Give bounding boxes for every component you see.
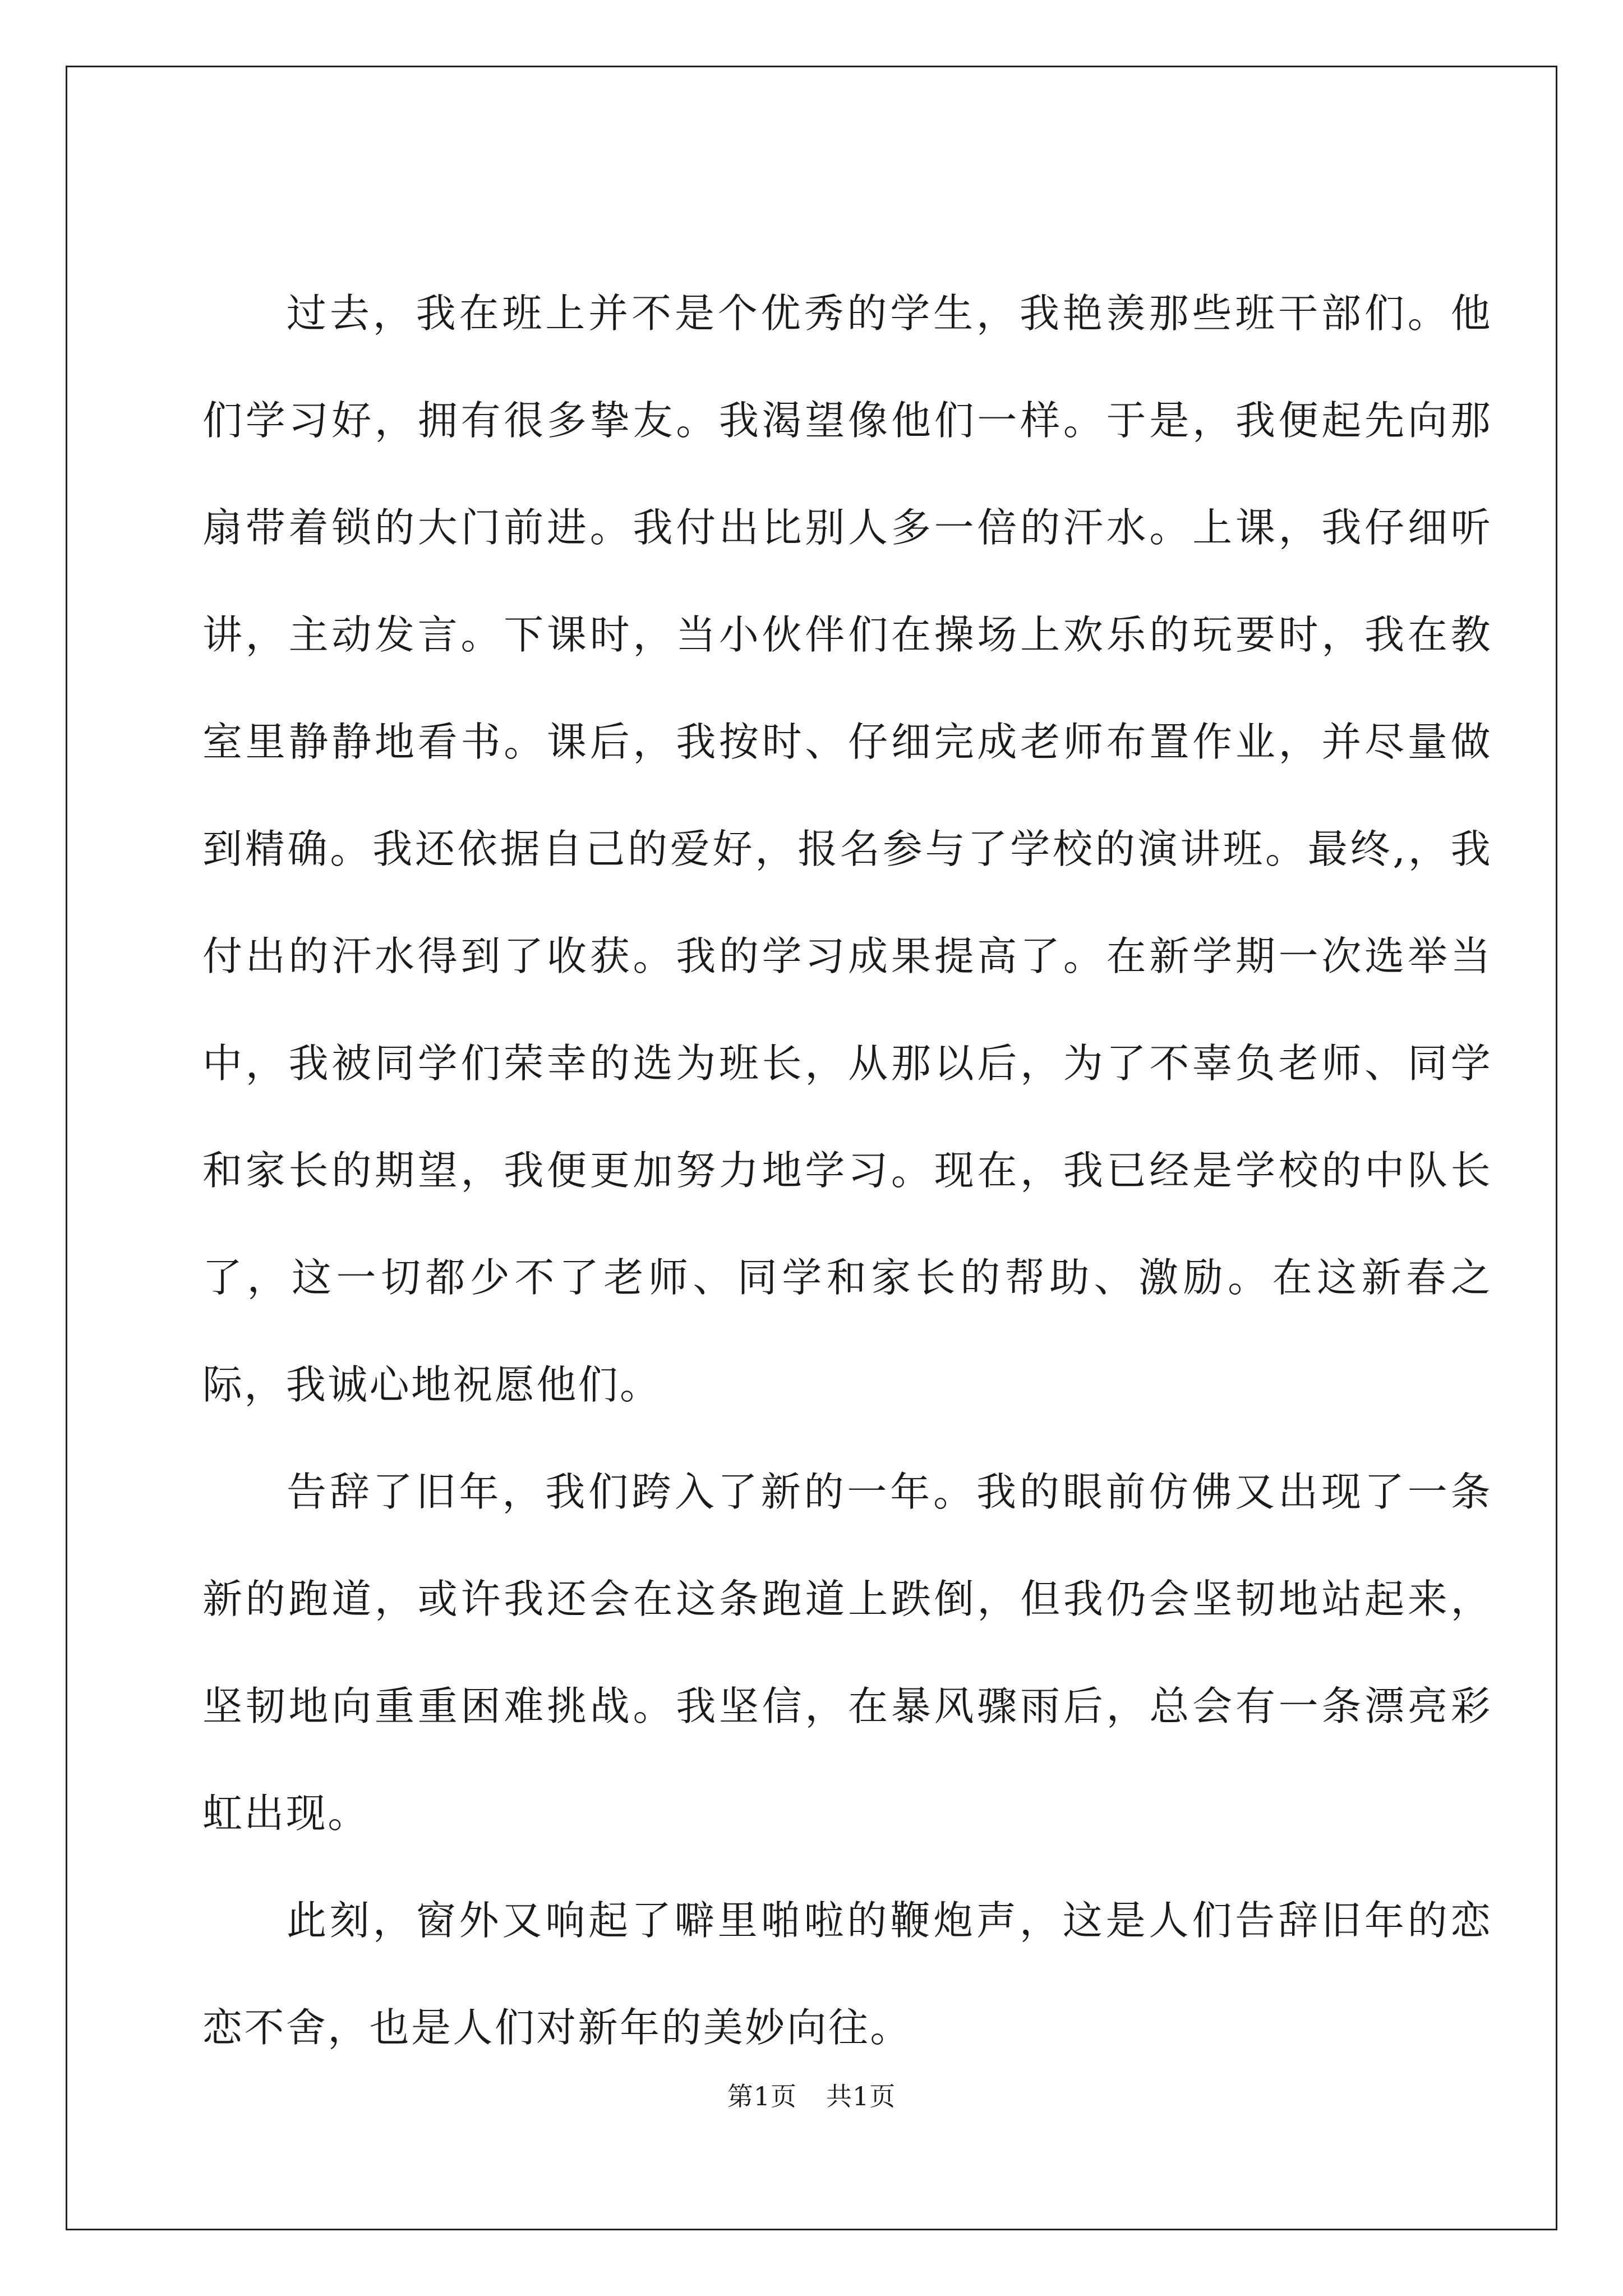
paragraph-3: 此刻，窗外又响起了噼里啪啦的鞭炮声，这是人们告辞旧年的恋恋不舍，也是人们对新年的美妙向往。 — [202, 1897, 1492, 2051]
paragraph-1: 过去，我在班上并不是个优秀的学生，我艳羡那些班干部们。他们学习好，拥有很多挚友。我渴望像他们一样。于是，我便起先向那扇带着锁的大门前进。我付出比别人多一倍的汗水。上课，我仔细听讲，主动发言。下课时，当小伙伴们在操场上欢乐的玩要时，我在教室里静静地看书。课后，我按时、仔细完成老师布置作业，并尽量做到精确。我还依据自己的爱好，报名参与了学校的演讲班。最终,，我付出的汗水得到了收获。我的学习成果提高了。在新学期一次选举当中，我被同学们荣幸的选为班长，从那以后，为了不辜负老师、同学和家长的期望，我便更加努力地学习。现在，我已经是学校的中队长了，这一切都少不了老师、同学和家长的帮助、激励。在这新春之际，我诚心地祝愿他们。 — [202, 290, 1492, 1408]
page-total: 共1页 — [826, 2081, 896, 2111]
page-footer — [0, 2079, 1623, 2113]
page-border — [66, 66, 1557, 2230]
document-body — [202, 67, 1492, 2081]
page-number: 第1页 — [727, 2081, 797, 2111]
paragraph-2: 告辞了旧年，我们跨入了新的一年。我的眼前仿佛又出现了一条新的跑道，或许我还会在这条跑道上跌倒，但我仍会坚韧地站起来，坚韧地向重重困难挑战。我坚信，在暴风骤雨后，总会有一条漂亮彩虹出现。 — [202, 1469, 1492, 1837]
